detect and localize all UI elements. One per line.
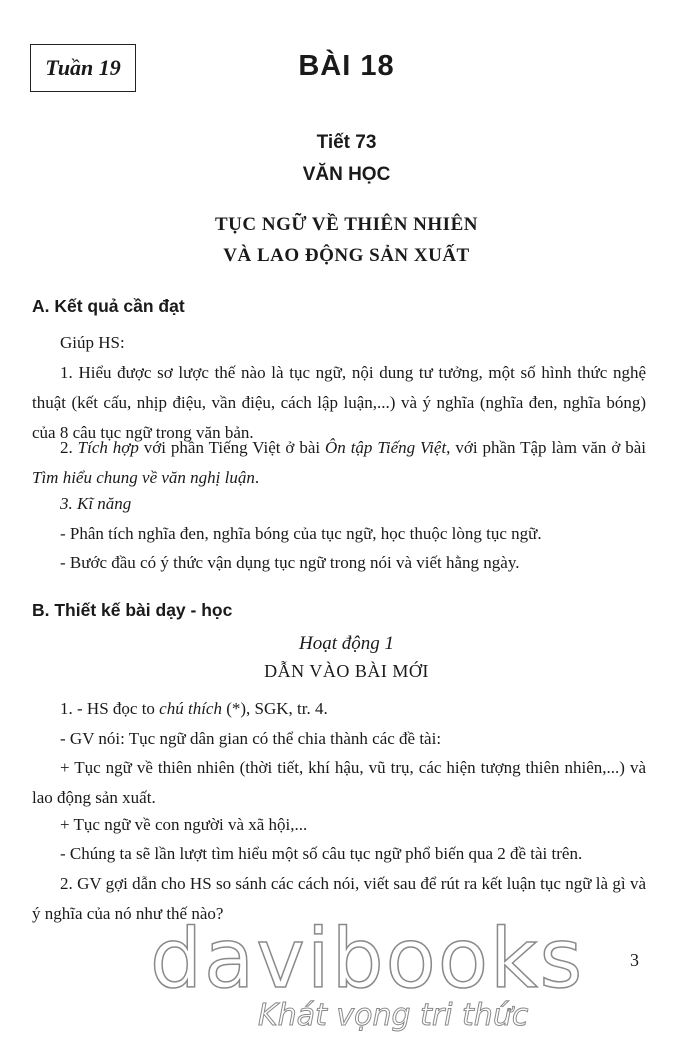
objective-2-text-c: , với phần Tập làm văn ở bài	[446, 438, 647, 457]
topic-title-line-2: VÀ LAO ĐỘNG SẢN XUẤT	[223, 245, 470, 266]
watermark-tagline: Khát vọng tri thức	[258, 998, 529, 1033]
section-b-heading: B. Thiết kế bài dạy - học	[32, 600, 233, 620]
activity-line-1-a: 1. - HS đọc to	[60, 699, 160, 718]
objective-2-text-a: 2.	[60, 438, 78, 457]
objective-2-lesson-ref-2: Tìm hiểu chung về văn nghị luận	[32, 468, 255, 487]
objective-2-text-d: .	[254, 468, 260, 487]
subject-label: VĂN HỌC	[302, 164, 391, 185]
lesson-title: BÀI 18	[298, 50, 395, 82]
skill-2: - Bước đầu có ý thức vận dụng tục ngữ trong nói và viết hằng ngày.	[60, 553, 520, 572]
objective-2	[32, 433, 646, 493]
activity-line-5: - Chúng ta sẽ lần lượt tìm hiểu một số câu tục ngữ phổ biến qua 2 đề tài trên.	[60, 844, 583, 863]
page-number: 3	[630, 950, 639, 970]
topic-title-line-1: TỤC NGỮ VỀ THIÊN NHIÊN	[215, 214, 478, 235]
activity-line-6: 2. GV gợi dẫn cho HS so sánh các cách nói, viết sau để rút ra kết luận tục ngữ là gì và ý nghĩa của nó như thế nào?	[32, 874, 646, 923]
section-a-intro: Giúp HS:	[60, 333, 125, 352]
activity-line-1	[32, 694, 646, 724]
objective-2-text-b: với phần Tiếng Việt ở bài	[138, 438, 326, 457]
section-a-heading: A. Kết quả cần đạt	[32, 296, 185, 316]
week-label: Tuần 19	[30, 44, 136, 92]
watermark-brand: davibooks	[150, 912, 585, 1007]
activity-title: Hoạt động 1	[299, 633, 394, 654]
skill-1: - Phân tích nghĩa đen, nghĩa bóng của tục ngữ, học thuộc lòng tục ngữ.	[60, 524, 542, 543]
activity-line-2: - GV nói: Tục ngữ dân gian có thể chia thành các đề tài:	[60, 729, 442, 748]
activity-subtitle: DẪN VÀO BÀI MỚI	[264, 661, 429, 681]
activity-line-1-note: chú thích	[159, 699, 222, 718]
period-label: Tiết 73	[316, 132, 377, 153]
objective-2-integration: Tích hợp	[77, 438, 139, 457]
activity-line-4: + Tục ngữ về con người và xã hội,...	[60, 815, 308, 834]
objective-2-lesson-ref-1: Ôn tập Tiếng Việt	[325, 438, 447, 457]
activity-line-1-b: (*), SGK, tr. 4.	[221, 699, 328, 718]
objective-3-title: 3. Kĩ năng	[60, 494, 132, 513]
activity-line-3: + Tục ngữ về thiên nhiên (thời tiết, khí hậu, vũ trụ, các hiện tượng thiên nhiên,...) và lao động sản xuất.	[32, 758, 646, 807]
objective-1: 1. Hiểu được sơ lược thế nào là tục ngữ, nội dung tư tưởng, một số hình thức nghệ thuật (kết cấu, nhịp điệu, vần điệu, cách lập luận,...) và ý nghĩa (nghĩa đen, nghĩa bóng) của 8 câu tục ngữ trong văn bản.	[32, 363, 646, 442]
